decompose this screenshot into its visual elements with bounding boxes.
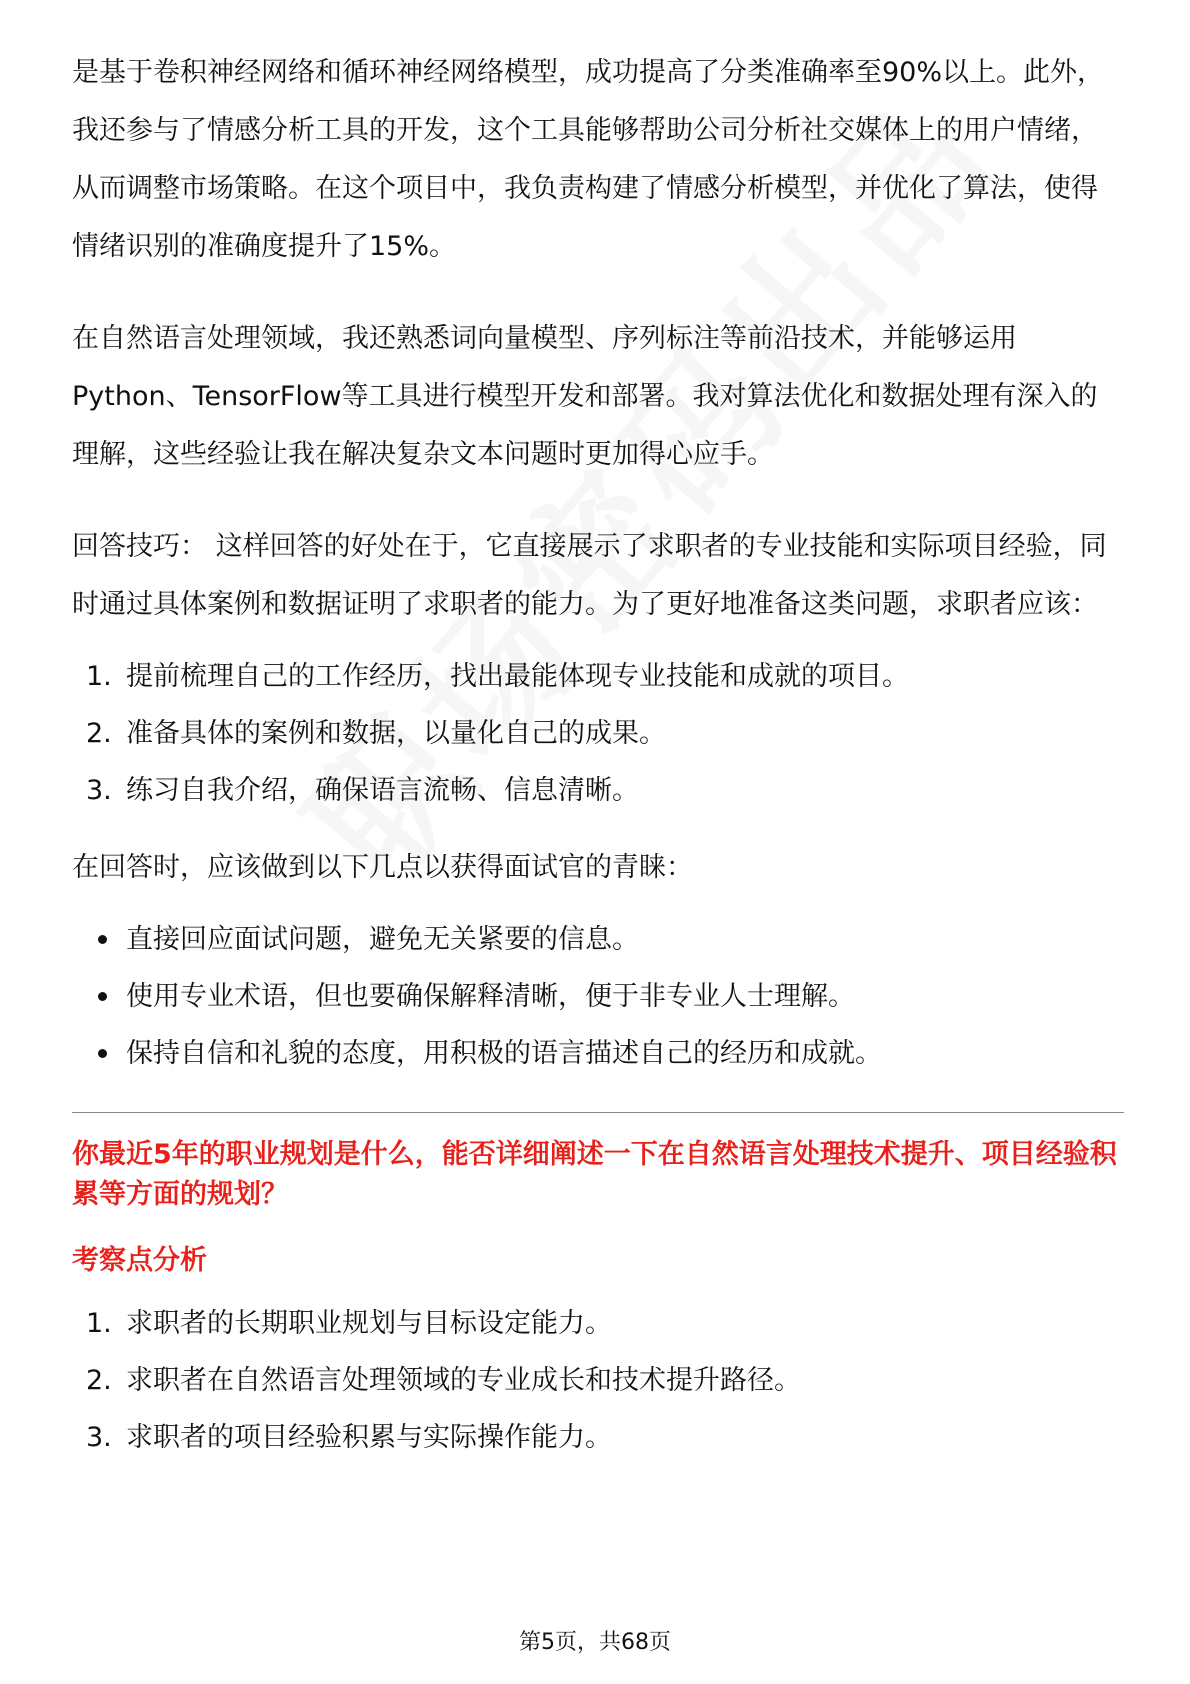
bullet-icon — [98, 935, 107, 944]
list-text: 直接回应面试问题，避免无关紧要的信息。 — [126, 924, 639, 955]
list-item — [72, 968, 1124, 1025]
list-number: 2. — [86, 718, 112, 749]
bullet-icon — [98, 992, 107, 1001]
list-item — [72, 705, 1124, 762]
list-number: 1. — [86, 1308, 112, 1339]
list-item — [72, 1025, 1124, 1082]
list-text: 求职者的长期职业规划与目标设定能力。 — [126, 1308, 612, 1339]
list-text: 求职者在自然语言处理领域的专业成长和技术提升路径。 — [126, 1365, 801, 1396]
list-item — [72, 1295, 1124, 1352]
list-text: 求职者的项目经验积累与实际操作能力。 — [126, 1422, 612, 1453]
list-item — [72, 911, 1124, 968]
interview-question: 你最近5年的职业规划是什么，能否详细阐述一下在自然语言处理技术提升、项目经验积累等方面的规划？ — [72, 1139, 1117, 1210]
bullet-icon — [98, 1049, 107, 1058]
prep-list — [72, 648, 1124, 819]
paragraph-project-experience: 是基于卷积神经网络和循环神经网络模型，成功提高了分类准确率至90%以上。此外，我还参与了情感分析工具的开发，这个工具能够帮助公司分析社交媒体上的用户情绪，从而调整市场策略。在这个项目中，我负责构建了情感分析模型，并优化了算法，使得情绪识别的准确度提升了15%。 — [72, 57, 1105, 262]
paragraph-answer-points: 在回答时，应该做到以下几点以获得面试官的青睐： — [72, 852, 693, 883]
list-item — [72, 1352, 1124, 1409]
list-text: 使用专业术语，但也要确保解释清晰，便于非专业人士理解。 — [126, 981, 855, 1012]
list-number: 1. — [86, 661, 112, 692]
list-item — [72, 762, 1124, 819]
list-number: 3. — [86, 775, 112, 806]
paragraph-answer-tips: 回答技巧： 这样回答的好处在于，它直接展示了求职者的专业技能和实际项目经验，同时通过具体案例和数据证明了求职者的能力。为了更好地准备这类问题，求职者应该： — [72, 531, 1107, 620]
list-text: 练习自我介绍，确保语言流畅、信息清晰。 — [126, 775, 639, 806]
tips-list — [72, 911, 1124, 1082]
paragraph-nlp-skills: 在自然语言处理领域，我还熟悉词向量模型、序列标注等前沿技术，并能够运用Python、TensorFlow等工具进行模型开发和部署。我对算法优化和数据处理有深入的理解，这些经验让我在解决复杂文本问题时更加得心应手。 — [72, 323, 1098, 470]
document-body — [72, 44, 1124, 1486]
section-divider — [72, 1112, 1124, 1113]
list-number: 2. — [86, 1365, 112, 1396]
list-text: 准备具体的案例和数据，以量化自己的成果。 — [126, 718, 666, 749]
list-item — [72, 648, 1124, 705]
page-number: 第5页，共68页 — [519, 1630, 671, 1655]
analysis-heading: 考察点分析 — [72, 1245, 207, 1276]
list-item — [72, 1409, 1124, 1466]
analysis-list — [72, 1295, 1124, 1466]
list-text: 保持自信和礼貌的态度，用积极的语言描述自己的经历和成就。 — [126, 1038, 882, 1069]
list-text: 提前梳理自己的工作经历，找出最能体现专业技能和成就的项目。 — [126, 661, 909, 692]
list-number: 3. — [86, 1422, 112, 1453]
